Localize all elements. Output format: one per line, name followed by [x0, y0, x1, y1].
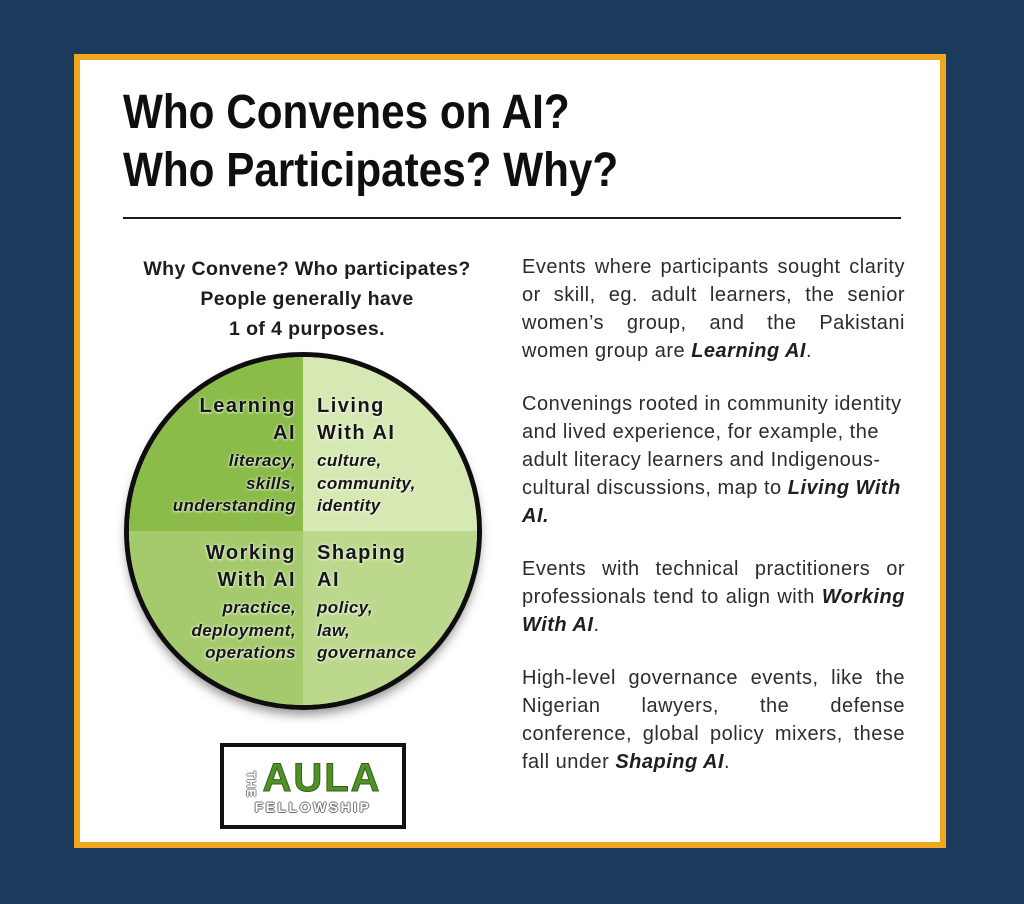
aula-fellowship-logo — [220, 743, 406, 829]
quadrant-subtitle: policy, law, governance — [317, 598, 417, 662]
pie-quadrant-learning-ai — [129, 357, 303, 531]
logo-aula-text: AULA — [262, 755, 382, 800]
intro-heading-line-3: 1 of 4 purposes. — [229, 318, 385, 340]
quadrant-title: Learning AI — [199, 395, 296, 444]
intro-heading-line-1: Why Convene? Who participates? — [143, 258, 471, 280]
paragraph-living-with-ai: Convenings rooted in community identity and lived experience, for example, the adult literacy learners and Indigenous-cultural discussions, map to Living With AI. — [522, 393, 902, 527]
intro-heading — [107, 254, 507, 344]
highlight-living-with-ai: Living With AI. — [522, 477, 901, 527]
logo-the-text: THE — [244, 770, 259, 798]
pie-quadrant-living-with-ai — [303, 357, 477, 531]
pie-quadrant-shaping-ai — [303, 531, 477, 705]
highlight-working-with-ai: Working With AI — [522, 586, 905, 636]
page-title — [123, 84, 618, 200]
quadrant-title: Shaping AI — [317, 542, 407, 591]
quadrant-title: Working With AI — [205, 542, 296, 591]
highlight-shaping-ai: Shaping AI — [615, 751, 725, 773]
highlight-learning-ai: Learning AI — [691, 340, 806, 362]
page-title-line-1: Who Convenes on AI? — [123, 86, 570, 139]
explanation-column — [522, 253, 905, 801]
page-title-line-2: Who Participates? Why? — [123, 144, 619, 197]
infographic-panel — [74, 54, 946, 848]
pie-quadrant-working-with-ai — [129, 531, 303, 705]
paragraph-shaping-ai: High-level governance events, like the Nigerian lawyers, the defense conference, global policy mixers, these fall under Shaping AI. — [522, 667, 905, 773]
quadrant-subtitle: practice, deployment, operations — [191, 598, 296, 662]
logo-fellowship-text: FELLOWSHIP — [254, 798, 372, 815]
paragraph-learning-ai: Events where participants sought clarity or skill, eg. adult learners, the senior women’s group, and the Pakistani women group are Learning AI. — [522, 256, 905, 362]
title-underline — [123, 217, 901, 219]
quadrant-title: Living With AI — [317, 395, 396, 444]
paragraph-working-with-ai: Events with technical practitioners or professionals tend to align with Working With AI. — [522, 558, 905, 636]
intro-heading-line-2: People generally have — [200, 288, 414, 310]
quadrant-subtitle: culture, community, identity — [317, 451, 416, 515]
purpose-quadrant-diagram — [124, 352, 482, 710]
quadrant-subtitle: literacy, skills, understanding — [172, 451, 296, 515]
